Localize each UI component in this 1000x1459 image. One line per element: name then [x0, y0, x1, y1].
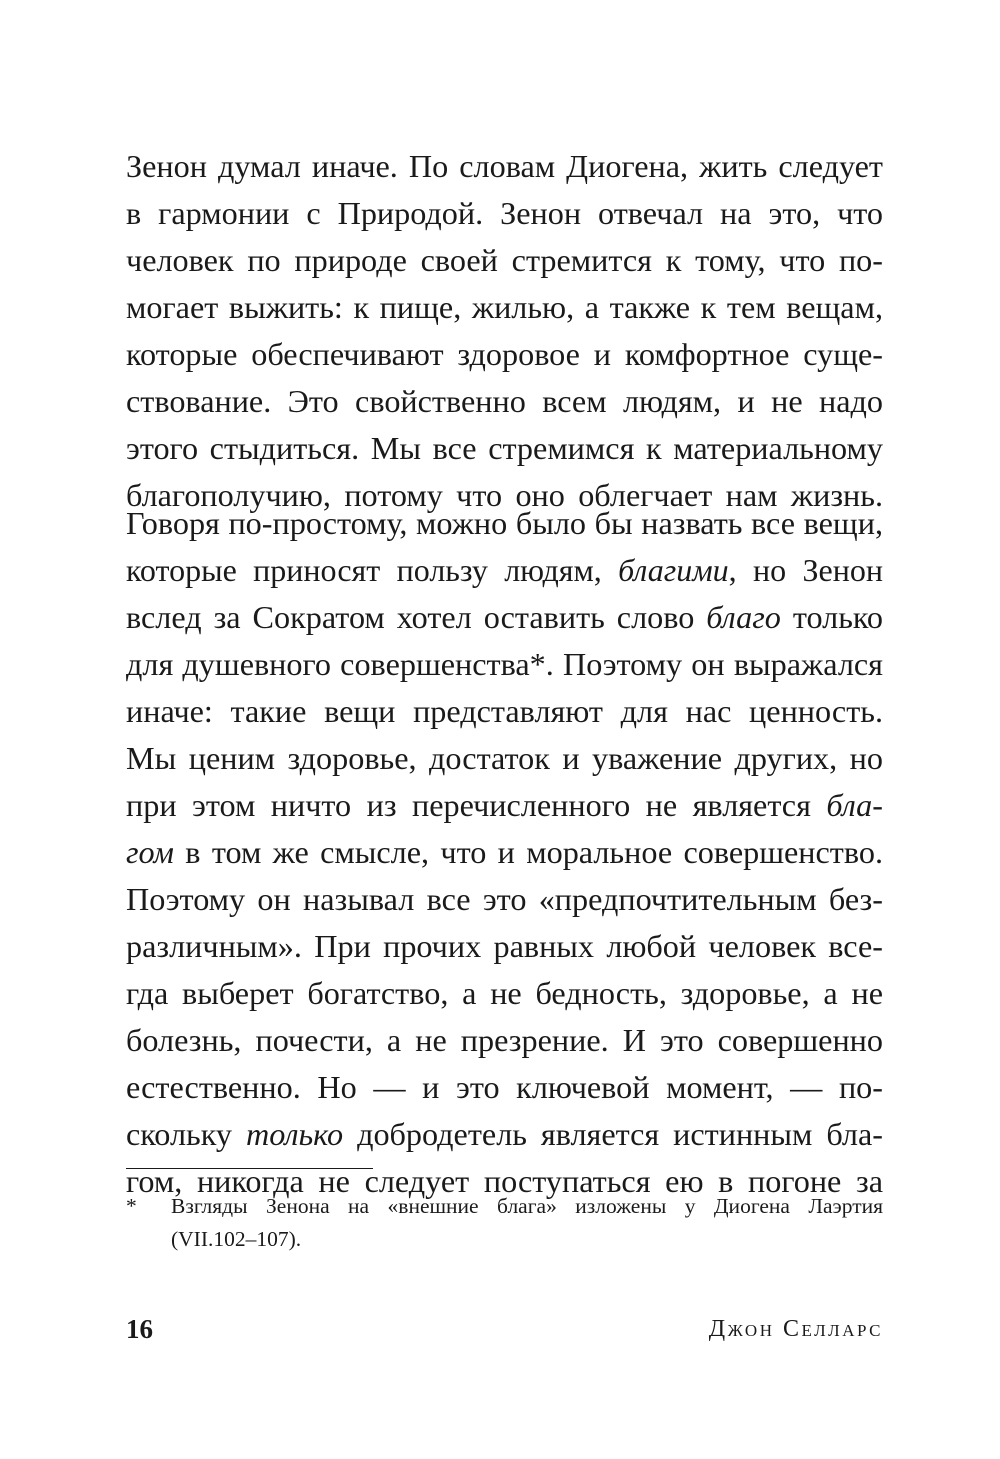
text-line: для душевного совершенства*. Поэтому он выражался: [126, 646, 883, 682]
text-run: вслед за Сократом хотел оставить слово: [126, 599, 707, 635]
italic-term: благими: [618, 552, 729, 588]
italic-term: бла-: [826, 787, 883, 823]
text-run: , но Зенон: [728, 552, 883, 588]
footnote-marker: *: [126, 1194, 137, 1218]
text-line: болезнь, почести, а не презрение. И это совершенно: [126, 1022, 883, 1058]
text-line: Говоря по-простому, можно было бы назвать все вещи,: [126, 505, 883, 541]
italic-term: только: [245, 1116, 344, 1152]
running-head-author: Джон Селларс: [708, 1316, 883, 1342]
text-run: только: [780, 599, 883, 635]
footnote: [126, 1190, 883, 1256]
text-line: [126, 1111, 883, 1158]
text-line: гда выберет богатство, а не бедность, здоровье, а не: [126, 975, 883, 1011]
text-run: при этом ничто из перечисленного не является: [126, 787, 827, 823]
text-line: этого стыдиться. Мы все стремимся к материальному: [126, 430, 883, 466]
text-line: которые обеспечивают здоровое и комфортное суще-: [126, 336, 883, 372]
page-number: 16: [126, 1314, 153, 1344]
text-line: человек по природе своей стремится к тому, что по-: [126, 242, 883, 278]
footnote-text: [171, 1190, 883, 1256]
text-line: Поэтому он называл все это «предпочтительным без-: [126, 881, 883, 917]
text-line: в гармонии с Природой. Зенон отвечал на это, что: [126, 195, 883, 231]
text-line: [126, 782, 883, 829]
footnote-line: Взгляды Зенона на «внешние блага» изложены у Диогена Лаэртия: [171, 1194, 883, 1218]
text-line: могает выжить: к пище, жилью, а также к тем вещам,: [126, 289, 883, 325]
text-run: которые приносят пользу людям,: [126, 552, 619, 588]
text-line: [126, 594, 883, 641]
text-run: в том же смысле, что и моральное совершенство.: [173, 834, 883, 870]
text-run: добродетель является истинным бла-: [343, 1116, 883, 1152]
text-line: ствование. Это свойственно всем людям, и не надо: [126, 383, 883, 419]
italic-term: благо: [706, 599, 781, 635]
footnote-line: (VII.102–107).: [171, 1227, 302, 1251]
text-line: [126, 829, 883, 876]
text-line: различным». При прочих равных любой человек все-: [126, 928, 883, 964]
text-line: иначе: такие вещи представляют для нас ценность.: [126, 693, 883, 729]
text-line: благополучию, потому что оно облегчает нам жизнь.: [126, 477, 883, 513]
text-line: Мы ценим здоровье, достаток и уважение других, но: [126, 740, 883, 776]
paragraph-2: [126, 500, 883, 1205]
italic-term: гом: [126, 834, 174, 870]
paragraph-1: [126, 143, 883, 519]
text-line: [126, 547, 883, 594]
text-line: гом, никогда не следует поступаться ею в погоне за: [126, 1163, 883, 1199]
text-line: Зенон думал иначе. По словам Диогена, жить следует: [126, 148, 883, 184]
footnote-divider: [126, 1168, 373, 1169]
text-run: скольку: [126, 1116, 246, 1152]
text-line: естественно. Но — и это ключевой момент, — по-: [126, 1069, 883, 1105]
